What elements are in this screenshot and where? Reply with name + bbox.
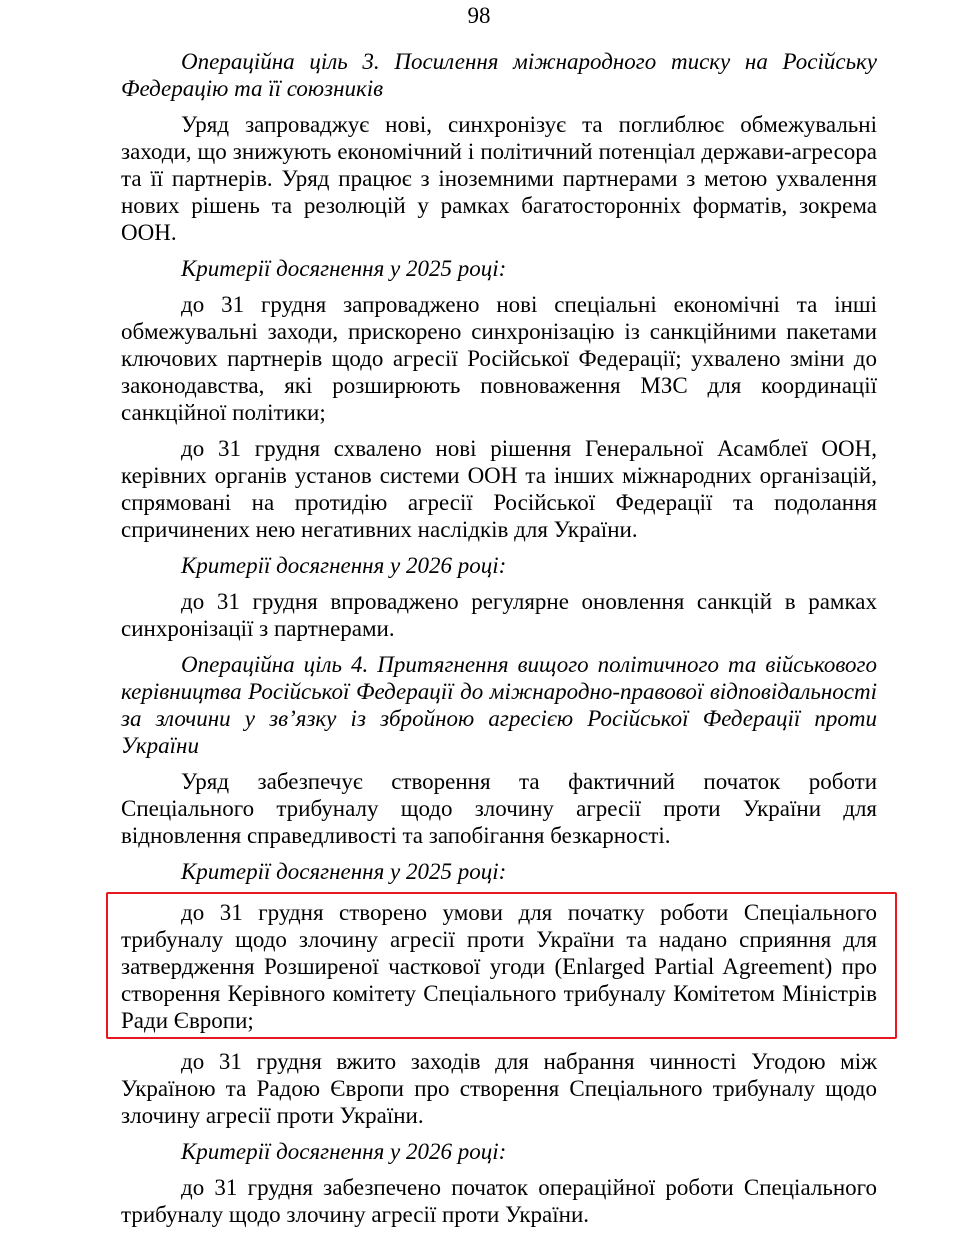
goal-4-criterion-2026-1: до 31 грудня забезпечено початок операційної роботи Спеціального трибуналу щодо злочину агресії проти України. <box>121 1175 877 1227</box>
document-body <box>121 48 877 1228</box>
goal-3-criterion-2025-1: до 31 грудня запроваджено нові спеціальні економічні та інші обмежувальні заходи, прискорено синхронізацію із санкційними пакетами ключових партнерів щодо агресії Російської Федерації; ухвалено зміни до законодавства, які розширюють повноваження МЗС для координації санкційної політики; <box>121 292 877 425</box>
highlighted-passage <box>121 899 877 1034</box>
goal-4-criterion-2025-1: до 31 грудня створено умови для початку роботи Спеціального трибуналу щодо злочину агресії проти України та надано сприяння для затвердження Розширеної часткової угоди (Enlarged Partial Agreement) про створення Керівного комітету Спеціального трибуналу Комітетом Міністрів Ради Європи; <box>121 900 877 1033</box>
goal-3-criterion-2025-2: до 31 грудня схвалено нові рішення Генеральної Асамблеї ООН, керівних органів установ системи ООН та інших міжнародних організацій, спрямовані на протидію агресії Російської Федерації та подолання спричинених нею негативних наслідків для України. <box>121 436 877 542</box>
goal-3-heading: Операційна ціль 3. Посилення міжнародного тиску на Російську Федерацію та її союзників <box>121 49 877 101</box>
criteria-2026-heading: Критерії досягнення у 2026 році: <box>181 553 507 578</box>
criteria-2025-heading: Критерії досягнення у 2025 році: <box>181 859 507 884</box>
goal-3-body: Уряд запроваджує нові, синхронізує та поглиблює обмежувальні заходи, що знижують економічний і політичний потенціал держави-агресора та її партнерів. Уряд працює з іноземними партнерами з метою ухвалення нових рішень та резолюцій у рамках багатосторонніх форматів, зокрема ООН. <box>121 112 877 245</box>
goal-4-heading: Операційна ціль 4. Притягнення вищого політичного та військового керівництва Російської Федерації до міжнародно-правової відповідальності за злочини у зв’язку із збройною агресією Російської Федерації проти України <box>121 652 877 758</box>
goal-3-criterion-2026-1: до 31 грудня впроваджено регулярне оновлення санкцій в рамках синхронізації з партнерами. <box>121 589 877 641</box>
goal-4-body: Уряд забезпечує створення та фактичний початок роботи Спеціального трибуналу щодо злочину агресії проти України для відновлення справедливості та запобігання безкарності. <box>121 769 877 848</box>
goal-4-criterion-2025-2: до 31 грудня вжито заходів для набрання чинності Угодою між Україною та Радою Європи про створення Спеціального трибуналу щодо злочину агресії проти України. <box>121 1049 877 1128</box>
page-number: 98 <box>467 3 491 28</box>
criteria-2025-heading: Критерії досягнення у 2025 році: <box>181 256 507 281</box>
criteria-2026-heading: Критерії досягнення у 2026 році: <box>181 1139 507 1164</box>
